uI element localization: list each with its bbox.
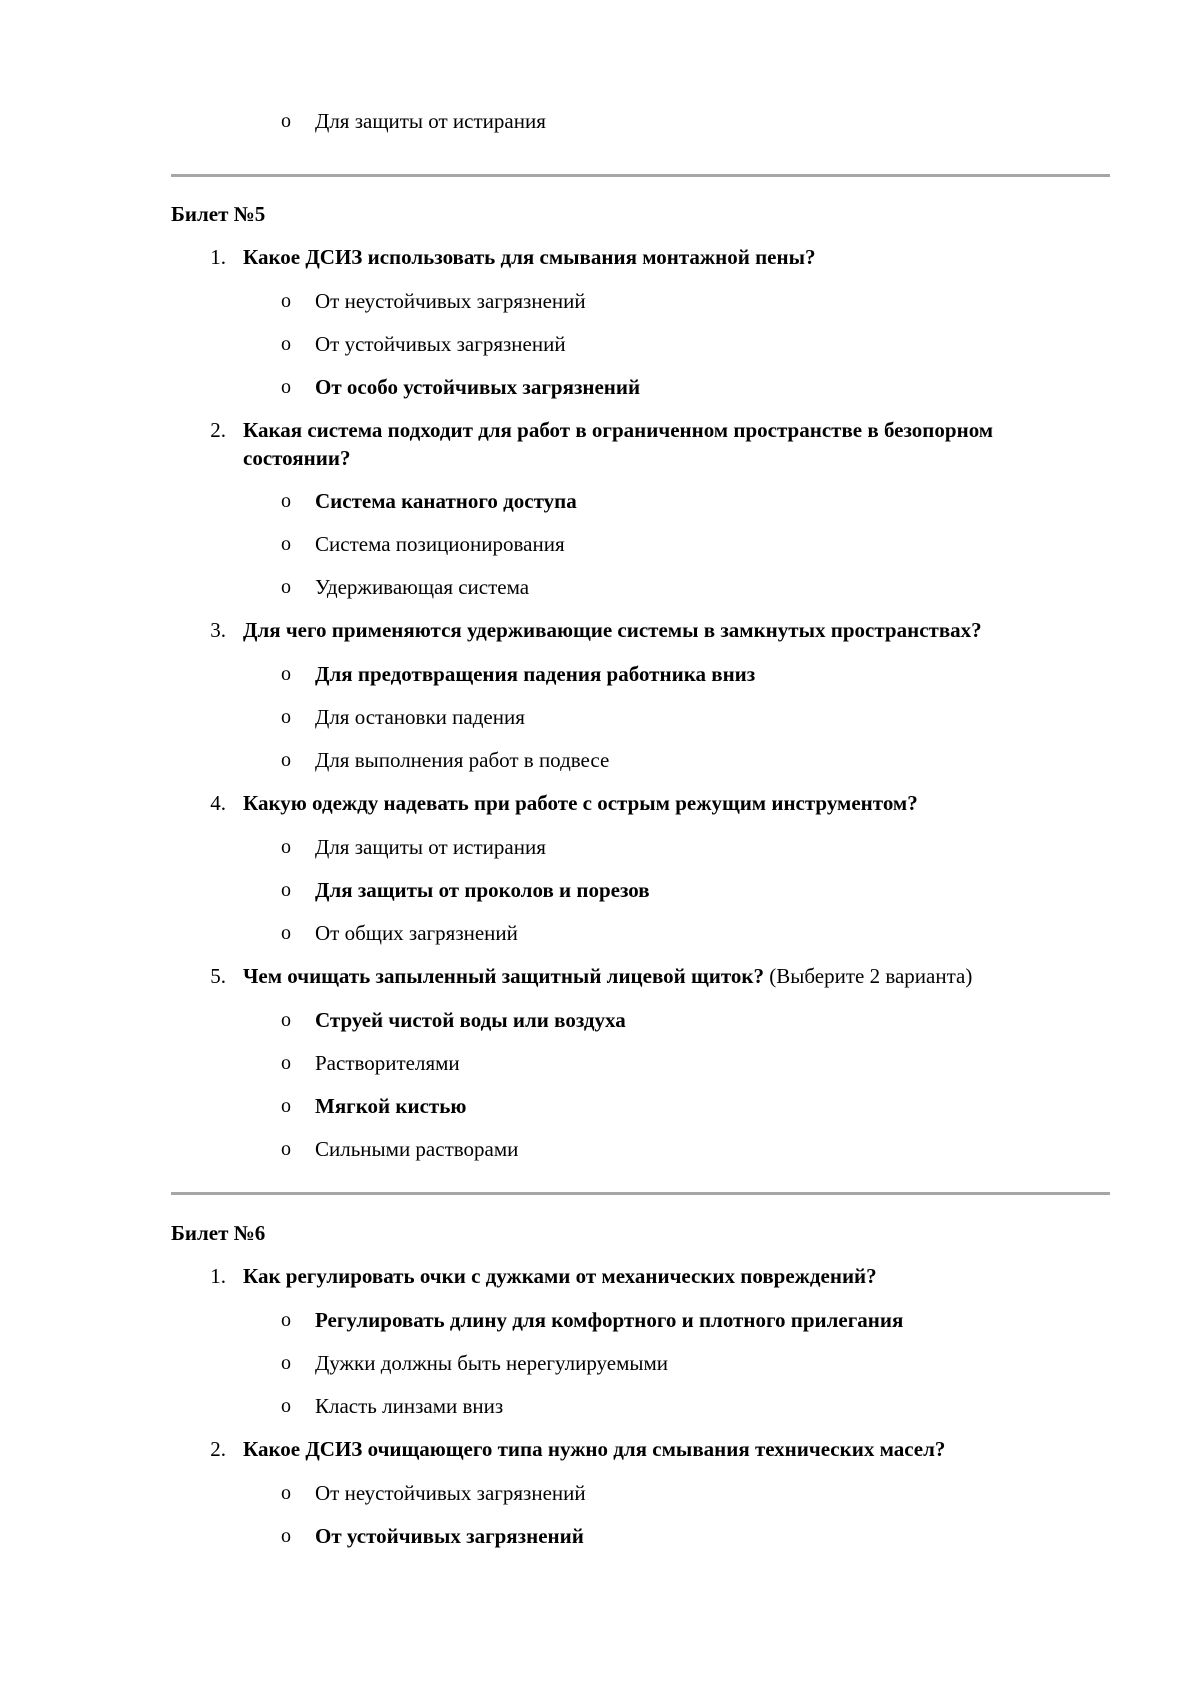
question-number: 5. bbox=[210, 964, 226, 988]
question-text: Чем очищать запыленный защитный лицевой щиток? bbox=[243, 964, 764, 988]
question-text: Какое ДСИЗ использовать для смывания монтажной пены? bbox=[243, 245, 816, 269]
answer-option: Растворителями bbox=[315, 1051, 460, 1075]
list-bullet: o bbox=[281, 490, 291, 512]
answer-option: От общих загрязнений bbox=[315, 921, 518, 945]
list-bullet: o bbox=[281, 376, 291, 398]
answer-option: Для защиты от истирания bbox=[315, 835, 546, 859]
section-divider bbox=[171, 174, 1110, 177]
question-text: Какую одежду надевать при работе с острым режущим инструментом? bbox=[243, 791, 918, 815]
list-bullet: o bbox=[281, 836, 291, 858]
answer-option: Для остановки падения bbox=[315, 705, 525, 729]
list-bullet: o bbox=[281, 663, 291, 685]
answer-option: Для защиты от истирания bbox=[315, 109, 546, 133]
answer-option: От неустойчивых загрязнений bbox=[315, 289, 586, 313]
question-number: 2. bbox=[210, 1437, 226, 1461]
answer-option-correct: От устойчивых загрязнений bbox=[315, 1524, 584, 1548]
answer-option: От неустойчивых загрязнений bbox=[315, 1481, 586, 1505]
answer-option-correct: Система канатного доступа bbox=[315, 489, 577, 513]
list-bullet: o bbox=[281, 533, 291, 555]
answer-option: Система позиционирования bbox=[315, 532, 565, 556]
question-note: (Выберите 2 варианта) bbox=[769, 964, 973, 988]
section-divider bbox=[171, 1192, 1110, 1195]
question-number: 1. bbox=[210, 1264, 226, 1288]
question-number: 3. bbox=[210, 618, 226, 642]
answer-option: Сильными растворами bbox=[315, 1137, 519, 1161]
list-bullet: o bbox=[281, 1095, 291, 1117]
answer-option: Для выполнения работ в подвесе bbox=[315, 748, 610, 772]
ticket-title: Билет №5 bbox=[171, 202, 266, 226]
question-text: Какое ДСИЗ очищающего типа нужно для смывания технических масел? bbox=[243, 1437, 946, 1461]
list-bullet: o bbox=[281, 576, 291, 598]
answer-option-correct: Струей чистой воды или воздуха bbox=[315, 1008, 626, 1032]
list-bullet: o bbox=[281, 922, 291, 944]
ticket-title: Билет №6 bbox=[171, 1221, 266, 1245]
answer-option: От устойчивых загрязнений bbox=[315, 332, 566, 356]
list-bullet: o bbox=[281, 333, 291, 355]
answer-option: Класть линзами вниз bbox=[315, 1394, 504, 1418]
question-text: Для чего применяются удерживающие системы в замкнутых пространствах? bbox=[243, 618, 982, 642]
list-bullet: o bbox=[281, 110, 291, 132]
list-bullet: o bbox=[281, 1482, 291, 1504]
answer-option-correct: Мягкой кистью bbox=[315, 1094, 467, 1118]
list-bullet: o bbox=[281, 290, 291, 312]
question-text: Какая система подходит для работ в ограниченном пространстве в безопорном состоянии? bbox=[243, 418, 994, 470]
list-bullet: o bbox=[281, 1525, 291, 1547]
list-bullet: o bbox=[281, 1052, 291, 1074]
question-number: 4. bbox=[210, 791, 226, 815]
answer-option-correct: Для предотвращения падения работника вниз bbox=[315, 662, 756, 686]
list-bullet: o bbox=[281, 1395, 291, 1417]
question-line bbox=[243, 962, 972, 990]
list-bullet: o bbox=[281, 1009, 291, 1031]
question-number: 1. bbox=[210, 245, 226, 269]
list-bullet: o bbox=[281, 1138, 291, 1160]
answer-option: Удерживающая система bbox=[315, 575, 530, 599]
list-bullet: o bbox=[281, 1309, 291, 1331]
list-bullet: o bbox=[281, 1352, 291, 1374]
answer-option-correct: Регулировать длину для комфортного и плотного прилегания bbox=[315, 1308, 904, 1332]
answer-option: Дужки должны быть нерегулируемыми bbox=[315, 1351, 669, 1375]
answer-option-correct: Для защиты от проколов и порезов bbox=[315, 878, 650, 902]
list-bullet: o bbox=[281, 879, 291, 901]
question-text: Как регулировать очки с дужками от механических повреждений? bbox=[243, 1264, 877, 1288]
answer-option-correct: От особо устойчивых загрязнений bbox=[315, 375, 641, 399]
question-number: 2. bbox=[210, 418, 226, 442]
list-bullet: o bbox=[281, 749, 291, 771]
list-bullet: o bbox=[281, 706, 291, 728]
